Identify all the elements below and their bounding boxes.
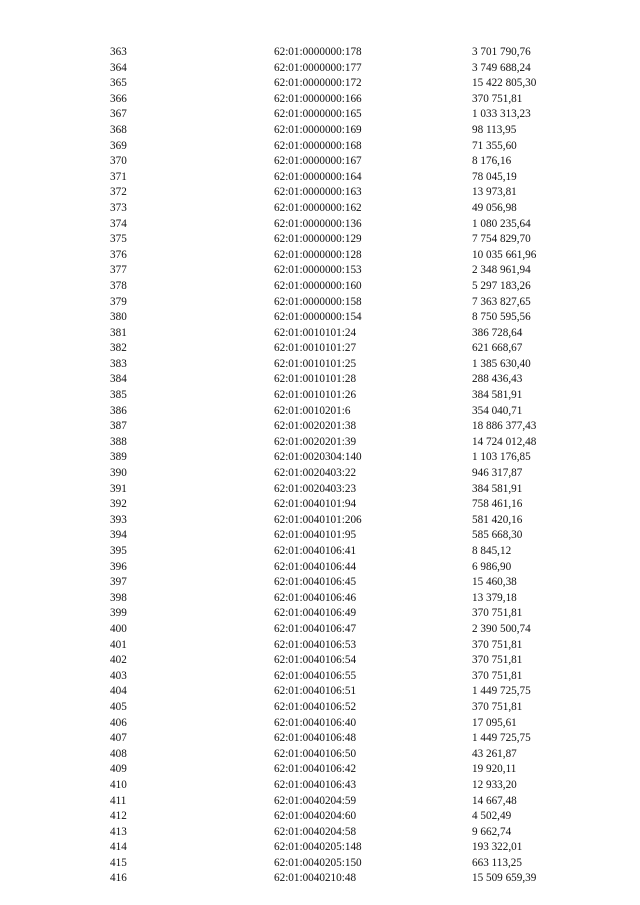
row-number: 386 [110,404,127,417]
row-number: 413 [110,825,127,838]
row-number: 408 [110,747,127,760]
cadastral-value: 1 449 725,75 [472,685,531,698]
cadastral-number: 62:01:0000000:166 [274,92,362,105]
table-row [110,622,580,638]
table-row [110,92,580,108]
row-number: 385 [110,389,127,402]
row-number: 396 [110,560,127,573]
cadastral-number: 62:01:0040106:49 [274,607,357,620]
row-number: 407 [110,732,127,745]
table-row [110,107,580,123]
cadastral-number: 62:01:0000000:168 [274,139,362,152]
row-number: 416 [110,872,127,885]
cadastral-number: 62:01:0040106:52 [274,700,357,713]
cadastral-number: 62:01:0040204:60 [274,810,357,823]
cadastral-value: 71 355,60 [472,139,517,152]
cadastral-value: 43 261,87 [472,747,517,760]
table-row [110,466,580,482]
table-row [110,560,580,576]
row-number: 373 [110,201,127,214]
cadastral-value: 9 662,74 [472,825,512,838]
cadastral-value: 13 973,81 [472,186,517,199]
cadastral-number: 62:01:0010101:28 [274,373,357,386]
cadastral-number: 62:01:0000000:129 [274,233,362,246]
cadastral-value: 15 460,38 [472,576,517,589]
cadastral-number: 62:01:0000000:163 [274,186,362,199]
table-row [110,716,580,732]
row-number: 383 [110,357,127,370]
table-row [110,762,580,778]
table-row [110,45,580,61]
cadastral-number: 62:01:0000000:153 [274,264,362,277]
table-row [110,201,580,217]
table-row [110,357,580,373]
cadastral-number: 62:01:0040106:45 [274,576,357,589]
cadastral-number: 62:01:0040106:53 [274,638,357,651]
cadastral-number: 62:01:0000000:167 [274,155,362,168]
cadastral-value: 1 103 176,85 [472,451,531,464]
table-row [110,232,580,248]
cadastral-number: 62:01:0040204:58 [274,825,357,838]
cadastral-number: 62:01:0000000:177 [274,61,362,74]
row-number: 369 [110,139,127,152]
row-number: 384 [110,373,127,386]
table-row [110,638,580,654]
table-row [110,419,580,435]
table-row [110,326,580,342]
cadastral-value: 78 045,19 [472,170,517,183]
cadastral-number: 62:01:0040106:50 [274,747,357,760]
cadastral-value: 2 390 500,74 [472,622,531,635]
cadastral-value: 370 751,81 [472,700,523,713]
cadastral-value: 370 751,81 [472,654,523,667]
cadastral-value: 370 751,81 [472,638,523,651]
cadastral-number: 62:01:0020201:39 [274,435,357,448]
cadastral-value: 1 033 313,23 [472,108,531,121]
row-number: 377 [110,264,127,277]
row-number: 389 [110,451,127,464]
cadastral-number: 62:01:0010101:25 [274,357,357,370]
row-number: 415 [110,856,127,869]
row-number: 392 [110,498,127,511]
cadastral-number: 62:01:0040106:42 [274,763,357,776]
cadastral-number: 62:01:0040106:47 [274,622,357,635]
cadastral-number: 62:01:0020403:23 [274,482,357,495]
cadastral-value: 8 176,16 [472,155,512,168]
cadastral-number: 62:01:0020201:38 [274,420,357,433]
row-number: 394 [110,529,127,542]
cadastral-number: 62:01:0000000:158 [274,295,362,308]
cadastral-number: 62:01:0040106:46 [274,591,357,604]
row-number: 390 [110,467,127,480]
table-row [110,700,580,716]
row-number: 393 [110,513,127,526]
row-number: 403 [110,669,127,682]
cadastral-value: 1 385 630,40 [472,357,531,370]
row-number: 399 [110,607,127,620]
row-number: 398 [110,591,127,604]
table-row [110,341,580,357]
table-row [110,263,580,279]
cadastral-value: 8 750 595,56 [472,311,531,324]
row-number: 411 [110,794,127,807]
cadastral-value: 621 668,67 [472,342,523,355]
cadastral-value: 6 986,90 [472,560,512,573]
data-table [110,45,580,887]
row-number: 414 [110,841,127,854]
row-number: 380 [110,311,127,324]
row-number: 376 [110,248,127,261]
cadastral-value: 4 502,49 [472,810,512,823]
table-row [110,669,580,685]
row-number: 410 [110,778,127,791]
cadastral-value: 384 581,91 [472,482,523,495]
row-number: 382 [110,342,127,355]
cadastral-value: 3 701 790,76 [472,46,531,58]
row-number: 371 [110,170,127,183]
cadastral-number: 62:01:0000000:172 [274,77,362,90]
cadastral-number: 62:01:0040106:43 [274,778,357,791]
cadastral-value: 19 920,11 [472,763,517,776]
table-row [110,731,580,747]
cadastral-number: 62:01:0000000:178 [274,46,362,58]
cadastral-number: 62:01:0040106:44 [274,560,357,573]
row-number: 391 [110,482,127,495]
row-number: 368 [110,123,127,136]
cadastral-number: 62:01:0040101:206 [274,513,362,526]
table-row [110,778,580,794]
row-number: 379 [110,295,127,308]
cadastral-number: 62:01:0000000:165 [274,108,362,121]
cadastral-value: 17 095,61 [472,716,517,729]
cadastral-value: 758 461,16 [472,498,523,511]
row-number: 400 [110,622,127,635]
cadastral-number: 62:01:0040205:148 [274,841,362,854]
table-row [110,76,580,92]
table-row [110,544,580,560]
table-row [110,170,580,186]
table-row [110,295,580,311]
cadastral-value: 14 667,48 [472,794,517,807]
row-number: 404 [110,685,127,698]
cadastral-value: 5 297 183,26 [472,279,531,292]
table-row [110,435,580,451]
table-row [110,794,580,810]
cadastral-value: 288 436,43 [472,373,523,386]
table-row [110,606,580,622]
table-row [110,591,580,607]
table-row [110,123,580,139]
cadastral-number: 62:01:0040205:150 [274,856,362,869]
cadastral-number: 62:01:0040106:41 [274,545,357,557]
row-number: 372 [110,186,127,199]
row-number: 363 [110,46,127,58]
table-row [110,497,580,513]
table-row [110,653,580,669]
row-number: 387 [110,420,127,433]
row-number: 402 [110,654,127,667]
table-row [110,482,580,498]
table-row [110,575,580,591]
cadastral-number: 62:01:0040106:48 [274,732,357,745]
cadastral-value: 1 449 725,75 [472,732,531,745]
cadastral-value: 8 845,12 [472,545,512,557]
row-number: 412 [110,810,127,823]
table-row [110,185,580,201]
cadastral-value: 1 080 235,64 [472,217,531,230]
cadastral-number: 62:01:0000000:169 [274,123,362,136]
cadastral-value: 15 509 659,39 [472,872,537,885]
cadastral-value: 384 581,91 [472,389,523,402]
cadastral-value: 946 317,87 [472,467,523,480]
table-row [110,684,580,700]
cadastral-number: 62:01:0040204:59 [274,794,357,807]
row-number: 405 [110,700,127,713]
cadastral-value: 581 420,16 [472,513,523,526]
cadastral-number: 62:01:0010101:24 [274,326,357,339]
row-number: 401 [110,638,127,651]
row-number: 375 [110,233,127,246]
cadastral-value: 18 886 377,43 [472,420,537,433]
table-row [110,856,580,872]
cadastral-number: 62:01:0000000:128 [274,248,362,261]
table-row [110,747,580,763]
table-row [110,139,580,155]
row-number: 364 [110,61,127,74]
table-row [110,372,580,388]
row-number: 365 [110,77,127,90]
table-row [110,154,580,170]
table-row [110,61,580,77]
table-row [110,528,580,544]
cadastral-number: 62:01:0000000:154 [274,311,362,324]
cadastral-value: 10 035 661,96 [472,248,537,261]
cadastral-number: 62:01:0040106:54 [274,654,357,667]
row-number: 367 [110,108,127,121]
cadastral-value: 3 749 688,24 [472,61,531,74]
cadastral-value: 98 113,95 [472,123,517,136]
cadastral-value: 354 040,71 [472,404,523,417]
cadastral-value: 49 056,98 [472,201,517,214]
cadastral-number: 62:01:0000000:160 [274,279,362,292]
table-row [110,217,580,233]
table-row [110,248,580,264]
cadastral-value: 193 322,01 [472,841,523,854]
row-number: 366 [110,92,127,105]
cadastral-number: 62:01:0010201:6 [274,404,351,417]
table-row [110,840,580,856]
cadastral-number: 62:01:0020403:22 [274,467,357,480]
cadastral-number: 62:01:0040101:94 [274,498,357,511]
cadastral-value: 13 379,18 [472,591,517,604]
row-number: 381 [110,326,127,339]
cadastral-value: 585 668,30 [472,529,523,542]
row-number: 388 [110,435,127,448]
cadastral-number: 62:01:0040106:51 [274,685,357,698]
cadastral-value: 370 751,81 [472,607,523,620]
row-number: 397 [110,576,127,589]
row-number: 395 [110,545,127,557]
row-number: 409 [110,763,127,776]
cadastral-value: 386 728,64 [472,326,523,339]
cadastral-value: 663 113,25 [472,856,522,869]
table-row [110,404,580,420]
cadastral-value: 370 751,81 [472,669,523,682]
row-number: 406 [110,716,127,729]
cadastral-number: 62:01:0040101:95 [274,529,357,542]
cadastral-value: 7 363 827,65 [472,295,531,308]
row-number: 374 [110,217,127,230]
cadastral-number: 62:01:0020304:140 [274,451,362,464]
cadastral-number: 62:01:0010101:27 [274,342,357,355]
table-row [110,450,580,466]
cadastral-value: 7 754 829,70 [472,233,531,246]
row-number: 370 [110,155,127,168]
cadastral-value: 14 724 012,48 [472,435,537,448]
cadastral-value: 370 751,81 [472,92,523,105]
table-row [110,279,580,295]
cadastral-number: 62:01:0040210:48 [274,872,357,885]
cadastral-value: 12 933,20 [472,778,517,791]
cadastral-number: 62:01:0040106:40 [274,716,357,729]
table-row [110,825,580,841]
cadastral-number: 62:01:0010101:26 [274,389,357,402]
cadastral-number: 62:01:0000000:136 [274,217,362,230]
row-number: 378 [110,279,127,292]
cadastral-number: 62:01:0000000:164 [274,170,362,183]
table-row [110,310,580,326]
cadastral-number: 62:01:0040106:55 [274,669,357,682]
table-row [110,388,580,404]
cadastral-number: 62:01:0000000:162 [274,201,362,214]
cadastral-value: 2 348 961,94 [472,264,531,277]
table-row [110,871,580,887]
table-row [110,513,580,529]
table-row [110,809,580,825]
cadastral-value: 15 422 805,30 [472,77,537,90]
